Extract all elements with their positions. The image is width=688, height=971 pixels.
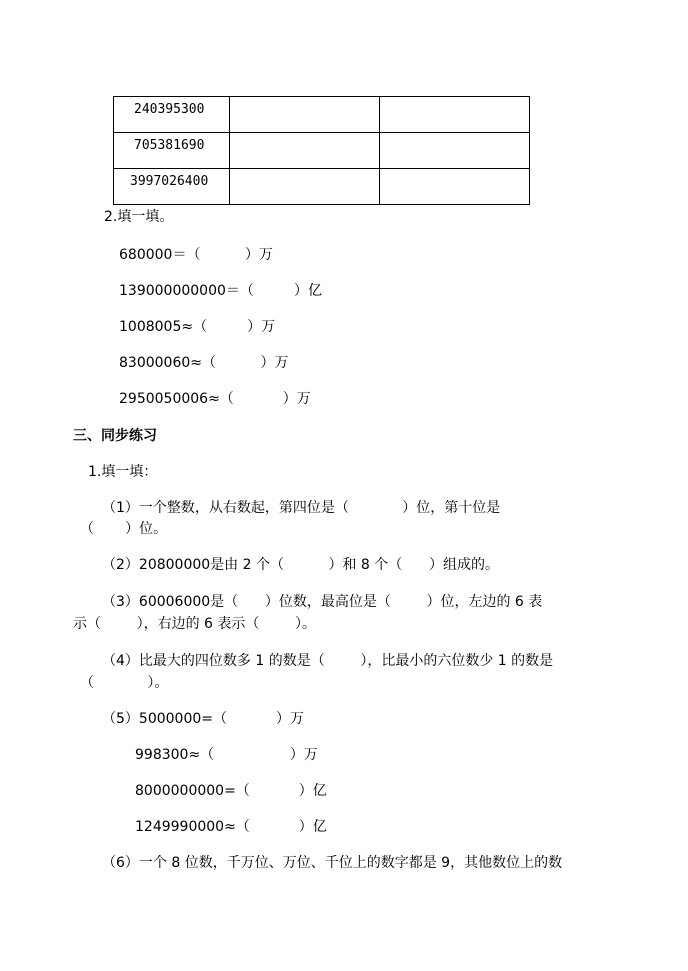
sub-question-title: 1.填一填： <box>88 464 158 480</box>
number-text: 240395300 <box>134 102 205 117</box>
problem-2[interactable]: （2）20800000是由 2 个（ ）和 8 个（ ）组成的。 <box>102 557 499 573</box>
table-row <box>114 133 530 169</box>
table-cell-number <box>114 169 230 205</box>
number-table <box>113 96 530 205</box>
problem-6-line-1: （6）一个 8 位数，千万位、万位、千位上的数字都是 9，其他数位上的数 <box>102 855 563 871</box>
fill-blank-item[interactable]: 2950050006≈（ ）万 <box>119 391 311 407</box>
number-text: 3997026400 <box>130 174 209 189</box>
problem-5-line-4[interactable]: 1249990000≈（ ）亿 <box>135 819 327 835</box>
table-cell-number <box>114 97 230 133</box>
problem-3-line-2[interactable]: 示（ ），右边的 6 表示（ ）。 <box>73 616 317 632</box>
table-cell-blank[interactable] <box>380 97 530 133</box>
problem-3-line-1[interactable]: （3）60006000是（ ）位数，最高位是（ ）位，左边的 6 表 <box>102 594 543 610</box>
table-cell-number <box>114 133 230 169</box>
fill-blank-item[interactable]: 139000000000＝（ ）亿 <box>119 283 322 299</box>
table-cell-blank[interactable] <box>380 169 530 205</box>
fill-blank-item[interactable]: 680000＝（ ）万 <box>119 247 273 263</box>
problem-4-line-1[interactable]: （4）比最大的四位数多 1 的数是（ ），比最小的六位数少 1 的数是 <box>102 653 554 669</box>
problem-5-line-1[interactable]: （5）5000000=（ ）万 <box>102 711 304 727</box>
fill-blank-item[interactable]: 83000060≈（ ）万 <box>119 355 289 371</box>
problem-5-line-3[interactable]: 8000000000=（ ）亿 <box>135 783 327 799</box>
problem-5-line-2[interactable]: 998300≈（ ）万 <box>135 747 318 763</box>
section-heading: 三、同步练习 <box>73 428 157 444</box>
problem-4-line-2[interactable]: （ ）。 <box>80 675 169 691</box>
table-cell-blank[interactable] <box>230 169 380 205</box>
table-cell-blank[interactable] <box>230 97 380 133</box>
problem-1-line-2[interactable]: （ ）位。 <box>80 521 168 537</box>
question-2-title: 2.填一填。 <box>104 209 174 225</box>
table-cell-blank[interactable] <box>380 133 530 169</box>
number-text: 705381690 <box>134 138 205 153</box>
table-row <box>114 169 530 205</box>
problem-1-line-1[interactable]: （1）一个整数，从右数起，第四位是（ ）位，第十位是 <box>102 500 501 516</box>
table-row <box>114 97 530 133</box>
table-cell-blank[interactable] <box>230 133 380 169</box>
fill-blank-item[interactable]: 1008005≈（ ）万 <box>119 319 276 335</box>
